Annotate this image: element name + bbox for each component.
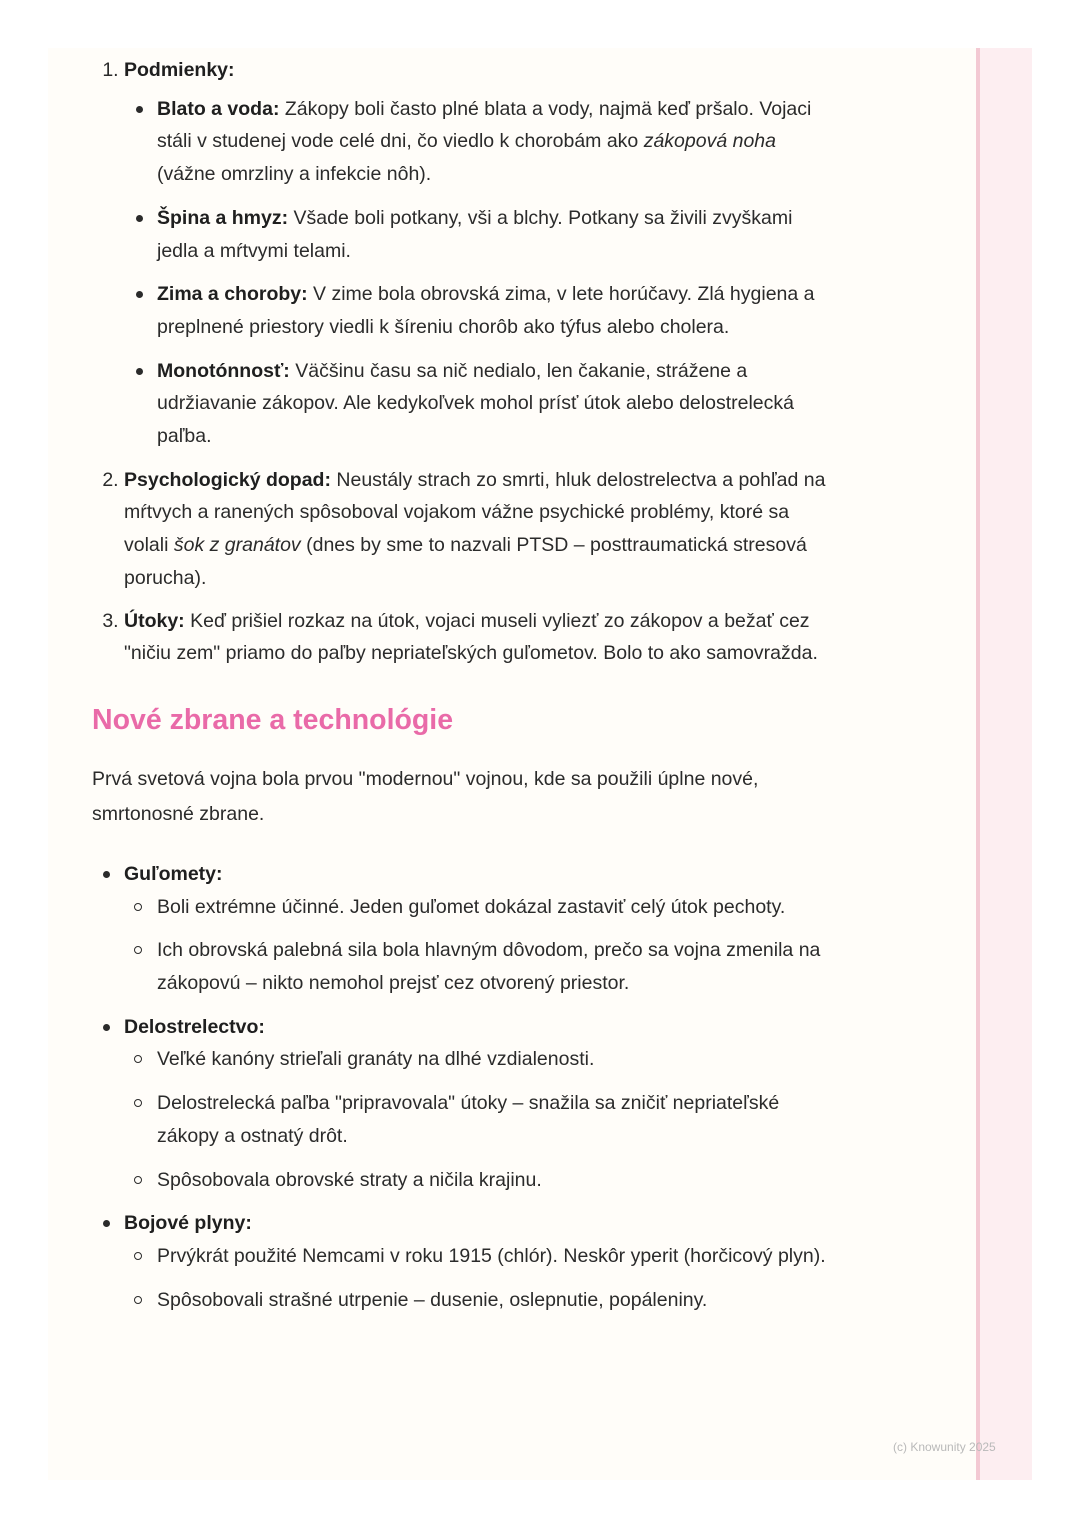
weapon-heading [124, 1011, 832, 1044]
list-item: Veľké kanóny strieľali granáty na dlhé vzdialenosti. [157, 1043, 832, 1076]
bullet-mud-water [157, 93, 832, 191]
bullet-cold-disease [157, 278, 832, 343]
bullet-label: Zima a choroby: [157, 283, 308, 306]
bullet-monotony [157, 355, 832, 453]
weapon-label: Bojové plyny: [124, 1212, 252, 1235]
conditions-bullet-list [124, 93, 832, 453]
bullet-dirt-insects [157, 202, 832, 267]
list-item: Ich obrovská palebná sila bola hlavným dôvodom, prečo sa vojna zmenila na zákopovú – nikto nemohol prejsť cez otvorený priestor. [157, 934, 832, 999]
item-text: (dnes by sme to nazvali PTSD – posttraumatická stresová porucha). [124, 534, 807, 589]
bullet-text: Zákopy boli často plné blata a vody, najmä keď pršalo. Vojaci stáli v studenej vode celé dni, čo viedlo k chorobám ako [157, 97, 812, 153]
item-label: Podmienky: [124, 59, 235, 81]
list-item: Boli extrémne účinné. Jeden guľomet dokázal zastaviť celý útok pechoty. [157, 891, 832, 924]
item-italic-term: šok z granátov [173, 534, 301, 557]
weapon-sub-list [124, 1043, 832, 1196]
document-content [92, 54, 832, 1327]
weapon-label: Delostrelectvo: [124, 1015, 265, 1038]
bullet-text: V zime bola obrovská zima, v lete horúčavy. Zlá hygiena a preplnené priestory viedli k šíreniu chorôb ako týfus alebo cholera. [157, 283, 815, 338]
section-intro: Prvá svetová vojna bola prvou "modernou" vojnou, kde sa použili úplne nové, smrtonosné zbrane. [92, 767, 759, 825]
conditions-numbered-list [92, 54, 832, 670]
bullet-label: Monotónnosť: [157, 359, 290, 382]
weapon-artillery [124, 1011, 832, 1197]
bullet-label: Blato a voda: [157, 97, 280, 120]
list-item-psychological-impact [124, 464, 832, 595]
bullet-text: (vážne omrzliny a infekcie nôh). [157, 163, 432, 186]
weapon-label: Guľomety: [124, 862, 223, 885]
list-item: Prvýkrát použité Nemcami v roku 1915 (chlór). Neskôr yperit (horčicový plyn). [157, 1240, 832, 1273]
list-item: Spôsobovali strašné utrpenie – dusenie, oslepnutie, popáleniny. [157, 1284, 832, 1317]
weapon-sub-list [124, 1240, 832, 1316]
weapon-machine-guns [124, 858, 832, 1000]
item-text: Neustály strach zo smrti, hluk delostrelectva a pohľad na mŕtvych a ranených spôsoboval vojakom vážne psychické problémy, ktoré sa volali [124, 468, 826, 557]
bullet-italic-term: zákopová noha [643, 130, 776, 153]
bullet-label: Špina a hmyz: [157, 206, 289, 229]
list-item: Delostrelecká paľba "pripravovala" útoky – snažila sa zničiť nepriateľské zákopy a ostnatý drôt. [157, 1087, 832, 1152]
weapons-list [92, 858, 832, 1316]
item-label: Útoky: [124, 609, 185, 632]
item-text: Keď prišiel rozkaz na útok, vojaci museli vyliezť zo zákopov a bežať cez "ničiu zem" priamo do paľby nepriateľských guľometov. Bolo to ako samovražda. [124, 609, 818, 665]
section-heading: Nové zbrane a technológie [92, 703, 454, 736]
weapon-sub-list [124, 891, 832, 1000]
weapon-heading [124, 858, 832, 891]
list-item-conditions [124, 54, 832, 453]
weapon-heading [124, 1207, 832, 1240]
copyright-watermark: (c) Knowunity 2025 [893, 1440, 996, 1454]
bullet-text: Väčšinu času sa nič nedialo, len čakanie, strážene a udržiavanie zákopov. Ale kedykoľvek mohol prísť útok alebo delostrelecká paľba. [157, 359, 794, 448]
bullet-text: Všade boli potkany, vši a blchy. Potkany sa živili zvyškami jedla a mŕtvymi telami. [157, 206, 793, 262]
item-label: Psychologický dopad: [124, 468, 331, 491]
list-item-attacks [124, 605, 832, 670]
page-margin-strip [976, 48, 1032, 1480]
list-item: Spôsobovala obrovské straty a ničila krajinu. [157, 1164, 832, 1197]
weapon-gases [124, 1207, 832, 1316]
